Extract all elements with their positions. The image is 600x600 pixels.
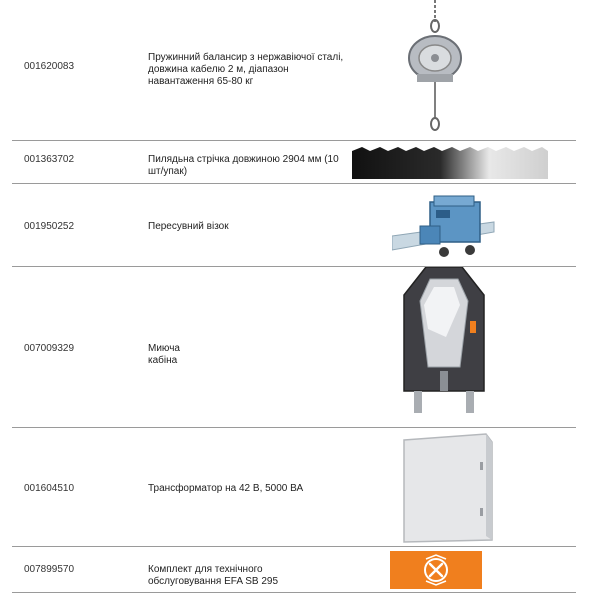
product-description: Пересувний візок — [148, 221, 229, 232]
product-row — [0, 267, 600, 427]
row-divider — [12, 592, 576, 593]
washing-cabin-image — [396, 267, 492, 417]
product-description: Пилядьна стрічка довжиною 2904 мм (10 шт/упак) — [148, 154, 339, 177]
transformer-image — [400, 432, 496, 544]
product-row — [0, 184, 600, 266]
product-description: Миюча кабіна — [148, 343, 180, 366]
product-code: 001604510 — [24, 483, 75, 494]
product-code: 007899570 — [24, 564, 75, 575]
product-row — [0, 428, 600, 546]
product-row — [0, 141, 600, 181]
product-code: 001620083 — [24, 61, 75, 72]
saw-band-image — [352, 145, 548, 179]
trolley-image — [392, 192, 502, 266]
product-description: Пружинний балансир з нержавіючої сталі, довжина кабелю 2 м, діапазон навантаження 65-80 кг — [148, 52, 344, 87]
maintenance-kit-image — [390, 551, 482, 589]
product-description: Комплект для технічного обслуговування EFA SB 295 — [148, 564, 279, 587]
product-code: 001363702 — [24, 154, 75, 165]
product-row — [0, 0, 600, 140]
product-code: 001950252 — [24, 221, 75, 232]
product-description: Трансформатор на 42 В, 5000 ВА — [148, 483, 304, 494]
spring-balancer-image — [395, 0, 475, 135]
product-code: 007009329 — [24, 343, 75, 354]
product-row — [0, 547, 600, 591]
